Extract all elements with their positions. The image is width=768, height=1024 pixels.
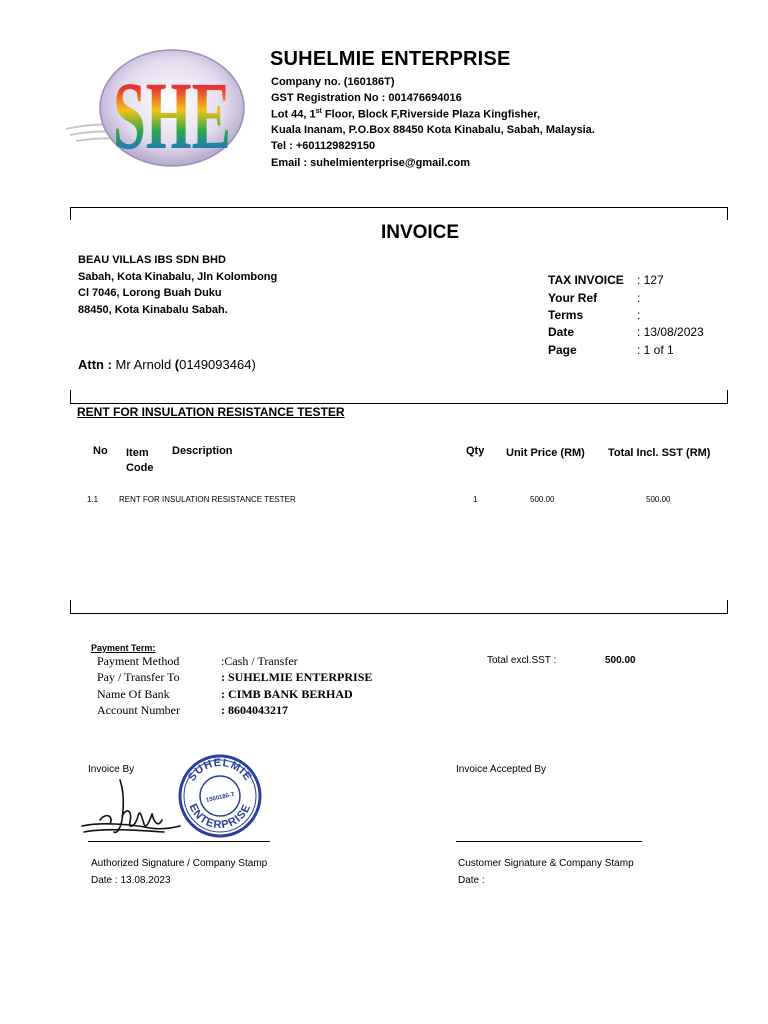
total-excl-sst-value: 500.00 [605,655,636,666]
bank-name-value: : CIMB BANK BERHAD [221,687,353,701]
items-bottom-border [70,613,728,614]
attention-phone: 0149093464) [179,357,256,372]
meta-label-your-ref: Your Ref [548,291,598,305]
meta-label-page: Page [548,343,577,357]
customer-address-line-2: Cl 7046, Lorong Buah Duku [78,287,222,299]
attention-line: Attn : Mr Arnold (0149093464) [78,357,256,372]
row-total: 500.00 [646,495,671,504]
row-no: 1.1 [87,495,99,504]
logo-text: SHE [113,62,231,169]
col-header-no: No [93,445,108,457]
meta-value-your-ref: : [637,291,641,305]
svg-text:SUHELMIE [186,757,254,784]
meta-label-date: Date [548,325,575,339]
document-title: INVOICE [380,222,460,243]
meta-label-terms: Terms [548,308,584,322]
payment-term-title: Payment Term: [91,643,156,653]
meta-value-tax-invoice: : 127 [637,273,664,287]
gst-registration: GST Registration No : 001476694016 [271,92,462,104]
authorized-signature-label: Authorized Signature / Company Stamp [91,858,268,869]
payment-method-label: Payment Method [97,654,180,668]
company-address-line-1: Lot 44, 1st Floor, Block F,Riverside Plaza Kingfisher, [271,108,541,121]
attention-name: Mr Arnold [111,357,175,372]
stamp-text-top: SUHELMIE [185,756,255,784]
account-number-label: Account Number [97,703,180,717]
stamp-text-bottom: ENTERPRISE [186,802,254,832]
company-name: SUHELMIE ENTERPRISE [270,48,511,70]
frame-left-tick [70,207,71,220]
handwritten-signature [80,772,185,842]
meta-value-terms: : [637,308,641,322]
meta-value-page: : 1 of 1 [637,343,674,357]
company-tel: Tel : +601129829150 [271,140,376,152]
col-header-total: Total Incl. SST (RM) [608,447,711,459]
bank-name-label: Name Of Bank [97,687,170,701]
account-number-value: : 8604043217 [221,703,288,717]
company-address-line-2: Kuala Inanam, P.O.Box 88450 Kota Kinabalu, Sabah, Malaysia. [271,124,595,136]
customer-name: BEAU VILLAS IBS SDN BHD [78,254,226,266]
company-logo [62,45,247,175]
col-header-description: Description [172,445,233,457]
section-title: RENT FOR INSULATION RESISTANCE TESTER [77,405,345,419]
attention-label: Attn : [78,357,112,372]
frame-right-tick [727,207,728,220]
customer-signature-line [456,841,642,842]
col-header-item-code: Item Code [126,447,154,474]
company-email: Email : suhelmienterprise@gmail.com [271,157,471,169]
invoice-by-label: Invoice By [88,764,135,775]
items-left-tick [70,600,71,613]
customer-date: Date : [458,875,485,886]
payment-method-value: :Cash / Transfer [221,654,298,668]
invoice-accepted-by-label: Invoice Accepted By [456,764,547,775]
row-description: RENT FOR INSULATION RESISTANCE TESTER [119,495,296,504]
meta-label-tax-invoice: TAX INVOICE [548,273,624,287]
stamp-center-number: 1560186-T [205,792,236,804]
transfer-to-value: : SUHELMIE ENTERPRISE [221,670,373,684]
row-unit-price: 500.00 [530,495,555,504]
authorized-date: Date : 13.08.2023 [91,875,171,886]
row-qty: 1 [473,495,478,504]
meta-value-date: : 13/08/2023 [637,325,704,339]
customer-address-line-1: Sabah, Kota Kinabalu, Jln Kolombong [78,271,278,283]
company-stamp [177,753,263,839]
total-excl-sst-label: Total excl.SST : [487,655,557,666]
items-right-tick [727,600,728,613]
customer-signature-label: Customer Signature & Company Stamp [458,858,634,869]
frame-top-border [70,207,728,208]
company-number: Company no. (160186T) [271,76,395,88]
authorized-signature-line [88,841,270,842]
frame-bottom-border [70,403,728,404]
transfer-to-label: Pay / Transfer To [97,670,180,684]
col-header-qty: Qty [466,445,485,457]
customer-address-line-3: 88450, Kota Kinabalu Sabah. [78,304,228,316]
frame-bottom-right-tick [727,390,728,403]
col-header-unit-price: Unit Price (RM) [506,447,585,459]
frame-bottom-left-tick [70,390,71,403]
